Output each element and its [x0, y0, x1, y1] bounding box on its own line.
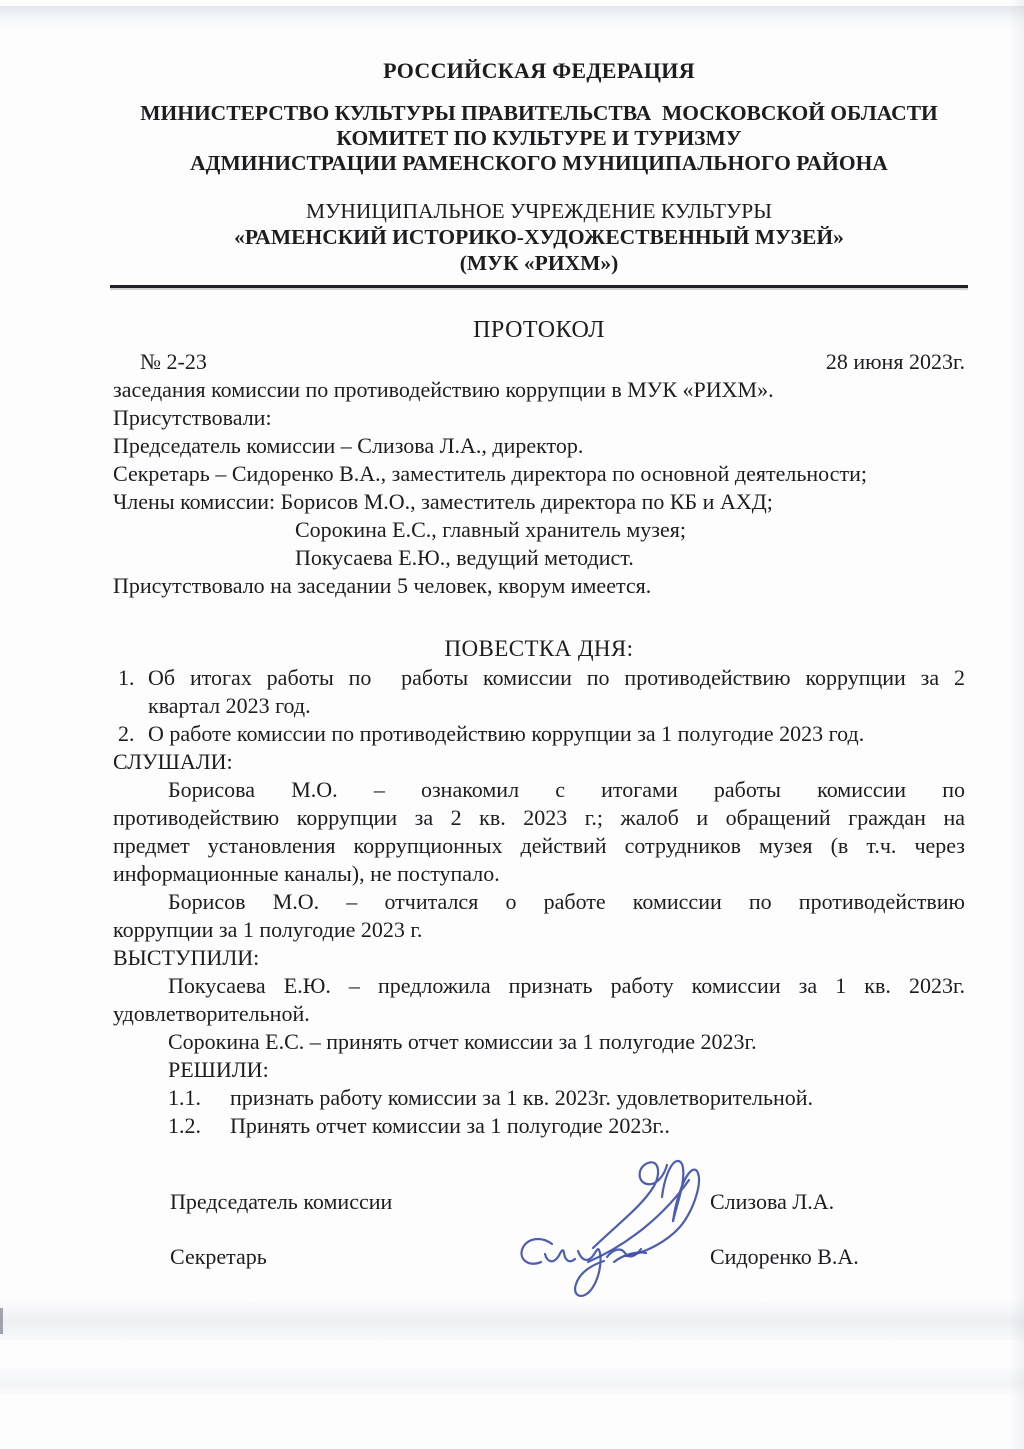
protocol-number: № 2-23 — [140, 349, 207, 374]
protocol-title: ПРОТОКОЛ — [473, 317, 605, 343]
protocol-date: 28 июня 2023г. — [825, 349, 965, 374]
signature-row-secretary — [113, 1243, 965, 1271]
secretary-line: Секретарь – Сидоренко В.А., заместитель директора по основной деятельности; — [113, 461, 867, 486]
protocol-subject: заседания комиссии по противодействию коррупции в МУК «РИХМ». — [113, 377, 774, 402]
decision-2 — [168, 1112, 965, 1140]
signature-name-sidorenko: Сидоренко В.А. — [710, 1244, 859, 1269]
signature-row-chairman — [113, 1188, 965, 1216]
letterhead-administration: АДМИНИСТРАЦИИ РАМЕНСКОГО МУНИЦИПАЛЬНОГО РАЙОНА — [190, 151, 888, 175]
agenda-item-2 — [113, 720, 965, 748]
chairman-line: Председатель комиссии – Слизова Л.А., директор. — [113, 433, 584, 458]
protocol-number-date-row — [113, 348, 965, 376]
member-line-2: Сорокина Е.С., главный хранитель музея; — [295, 517, 686, 542]
decision-1-number: 1.1. — [168, 1085, 201, 1110]
agenda-item-1-text — [148, 664, 965, 720]
agenda-item-1 — [113, 664, 965, 720]
member-line-1: Члены комиссии: Борисов М.О., заместитель директора по КБ и АХД; — [113, 489, 773, 514]
heard-paragraph-1 — [113, 776, 965, 888]
decision-2-text: Принять отчет комиссии за 1 полугодие 2023г.. — [230, 1113, 670, 1138]
heard-p1-line-3: предмет установления коррупционных действий сотрудников музея (в т.ч. через — [113, 833, 965, 858]
spoke-paragraph-2 — [113, 1028, 965, 1056]
member-line-3: Покусаева Е.Ю., ведущий методист. — [295, 545, 634, 570]
agenda-item-2-number: 2. — [118, 721, 135, 746]
heard-p1-line-2: противодействию коррупции за 2 кв. 2023 г.; жалоб и обращений граждан на — [113, 805, 965, 830]
letterhead-committee: КОМИТЕТ ПО КУЛЬТУРЕ И ТУРИЗМУ — [336, 126, 742, 150]
signature-name-slizova: Слизова Л.А. — [710, 1189, 835, 1214]
letterhead-institution-type: МУНИЦИПАЛЬНОЕ УЧРЕЖДЕНИЕ КУЛЬТУРЫ — [306, 199, 772, 223]
decided-label: РЕШИЛИ: — [168, 1057, 269, 1082]
letterhead-country: РОССИЙСКАЯ ФЕДЕРАЦИЯ — [383, 58, 695, 83]
spoke-paragraph-1 — [113, 972, 965, 1028]
letterhead-museum-name: «РАМЕНСКИЙ ИСТОРИКО-ХУДОЖЕСТВЕННЫЙ МУЗЕЙ» — [234, 225, 844, 249]
letterhead-divider-line — [110, 285, 968, 288]
spoke-p1-line-1: Покусаева Е.Ю. – предложила признать работу комиссии за 1 кв. 2023г. — [168, 973, 965, 998]
letterhead-ministry: МИНИСТЕРСТВО КУЛЬТУРЫ ПРАВИТЕЛЬСТВА МОСКОВСКОЙ ОБЛАСТИ — [140, 101, 938, 125]
decision-1 — [168, 1084, 965, 1112]
handwritten-signatures-ink — [498, 1150, 758, 1315]
heard-p2-line-1: Борисов М.О. – отчитался о работе комиссии по противодействию — [168, 889, 965, 914]
agenda-item-2-line-1: О работе комиссии по противодействию коррупции за 1 полугодие 2023 год. — [148, 721, 865, 746]
spoke-p2-line-1: Сорокина Е.С. – принять отчет комиссии за 1 полугодие 2023г. — [168, 1029, 757, 1054]
agenda-item-2-text — [148, 720, 965, 748]
heard-p1-line-4: информационные каналы), не поступало. — [113, 861, 500, 886]
scan-noise-bottom-2 — [0, 1368, 1024, 1396]
agenda-title: ПОВЕСТКА ДНЯ: — [444, 636, 634, 661]
decision-2-number: 1.2. — [168, 1113, 201, 1138]
heard-p2-line-2: коррупции за 1 полугодие 2023 г. — [113, 917, 423, 942]
heard-paragraph-2 — [113, 888, 965, 944]
quorum-line: Присутствовало на заседании 5 человек, кворум имеется. — [113, 573, 652, 598]
agenda-item-1-number: 1. — [118, 665, 135, 690]
letterhead-institution-block — [113, 198, 965, 276]
letterhead-museum-abbr: (МУК «РИХМ») — [459, 251, 619, 275]
heard-label: СЛУШАЛИ: — [113, 749, 233, 774]
scan-noise-bottom — [0, 1300, 1024, 1340]
agenda-item-1-line-1: Об итогах работы по работы комиссии по противодействию коррупции за 2 — [148, 665, 965, 690]
signature-role-chairman: Председатель комиссии — [170, 1189, 393, 1214]
spoke-p1-line-2: удовлетворительной. — [113, 1001, 310, 1026]
scan-edge-mark — [0, 1308, 3, 1334]
letterhead-ministry-block — [113, 101, 965, 176]
signature-block — [113, 1188, 965, 1271]
attended-label: Присутствовали: — [113, 405, 272, 430]
heard-p1-line-1: Борисова М.О. – ознакомил с итогами работы комиссии по — [168, 777, 965, 802]
spoke-label: ВЫСТУПИЛИ: — [113, 945, 260, 970]
agenda-item-1-line-2: квартал 2023 год. — [148, 693, 311, 718]
letterhead — [113, 58, 965, 276]
signature-role-secretary: Секретарь — [170, 1244, 267, 1269]
decision-1-text: признать работу комиссии за 1 кв. 2023г. удовлетворительной. — [230, 1085, 814, 1110]
